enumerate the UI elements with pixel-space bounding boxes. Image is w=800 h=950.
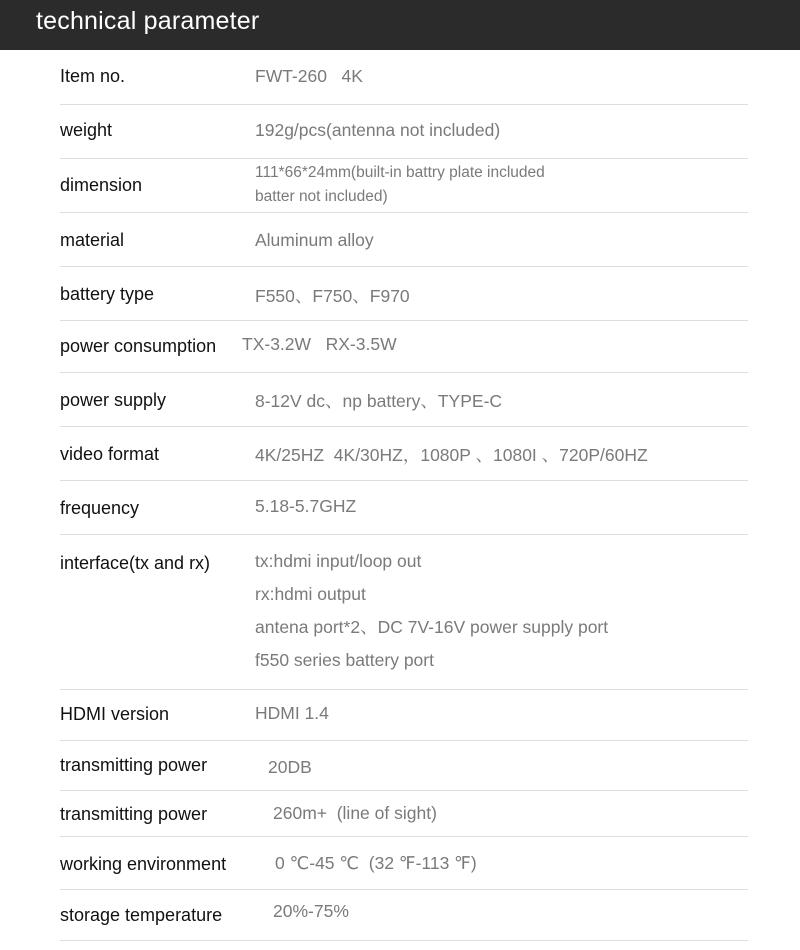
param-label: battery type (60, 284, 155, 304)
param-label: storage temperature (60, 905, 223, 925)
param-label: material (60, 230, 125, 250)
param-row-working-environment (60, 838, 748, 890)
param-label: dimension (60, 175, 143, 195)
param-value: 0 ℃-45 ℃ (32 ℉-113 ℉) (275, 853, 477, 873)
param-label: working environment (60, 854, 227, 874)
param-row-transmitting-range (60, 791, 748, 837)
param-label: video format (60, 444, 160, 464)
param-value: 4K/25HZ 4K/30HZ，1080P 、1080I 、720P/60HZ (255, 445, 648, 465)
param-label: weight (60, 120, 113, 140)
param-value-line: rx:hdmi output (255, 584, 366, 604)
param-value-line: 111*66*24mm(built-in battry plate included (255, 164, 545, 181)
param-row-material (60, 213, 748, 267)
param-value (255, 545, 608, 677)
param-row-power-consumption (60, 321, 748, 373)
param-label: transmitting power (60, 804, 208, 824)
param-value (255, 161, 545, 209)
param-value: F550、F750、F970 (255, 286, 410, 306)
page-title: technical parameter (36, 7, 260, 35)
param-value-line: batter not included) (255, 188, 388, 205)
param-value: FWT-260 4K (255, 66, 363, 86)
param-row-transmitting-power (60, 741, 748, 791)
param-label: power supply (60, 390, 167, 410)
header-bar (0, 0, 800, 50)
param-row-hdmi-version (60, 690, 748, 741)
param-value-line: antena port*2、DC 7V-16V power supply port (255, 617, 609, 637)
param-value: 8-12V dc、np battery、TYPE-C (255, 391, 503, 411)
param-label: interface(tx and rx) (60, 553, 211, 573)
param-row-weight (60, 105, 748, 159)
param-value: 260m+ (line of sight) (273, 803, 437, 823)
param-row-video-format (60, 427, 748, 481)
param-label: transmitting power (60, 755, 208, 775)
param-label: Item no. (60, 66, 126, 86)
param-value-line: tx:hdmi input/loop out (255, 551, 422, 571)
param-value: Aluminum alloy (255, 230, 374, 250)
param-label: HDMI version (60, 704, 170, 724)
param-value: HDMI 1.4 (255, 703, 329, 723)
param-row-interface (60, 535, 748, 690)
param-row-item-no (60, 52, 748, 105)
param-value: 192g/pcs(antenna not included) (255, 120, 501, 140)
param-value: 20DB (268, 757, 312, 777)
param-row-dimension (60, 159, 748, 213)
param-row-frequency (60, 481, 748, 535)
param-value-line: f550 series battery port (255, 650, 434, 670)
param-label: frequency (60, 498, 140, 518)
param-row-power-supply (60, 373, 748, 427)
param-label: power consumption (60, 336, 217, 356)
param-value: 20%-75% (273, 901, 349, 921)
param-value: TX-3.2W RX-3.5W (242, 334, 397, 354)
param-value: 5.18-5.7GHZ (255, 496, 357, 516)
param-row-battery-type (60, 267, 748, 321)
param-row-storage-temperature (60, 890, 748, 941)
